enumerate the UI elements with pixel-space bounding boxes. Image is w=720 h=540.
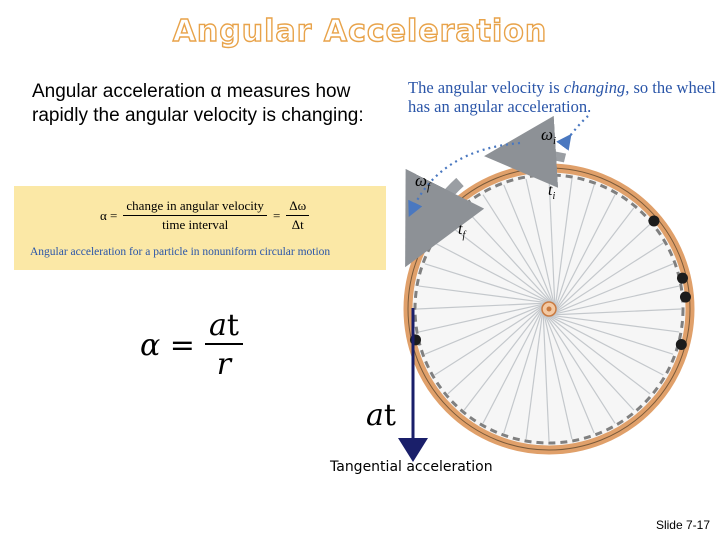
eq-denominator-symbol: Δt — [291, 217, 304, 232]
eq-lhs: α = — [100, 207, 118, 223]
tangential-acceleration-label: Tangential acceleration — [330, 459, 493, 475]
omega-i-label: $\omega_i$ — [541, 125, 557, 147]
tangential-acceleration-symbol: at — [366, 398, 396, 433]
intro-text: Angular acceleration α measures how rapidly the angular velocity is changing: — [32, 81, 364, 126]
formula-numerator-sub: t — [226, 308, 239, 343]
t-i-label: $t_i$ — [548, 182, 556, 202]
rim-marker-dot — [677, 273, 688, 284]
rim-marker-dot — [454, 200, 465, 211]
equation-caption: Angular acceleration for a particle in nonuniform circular motion — [30, 246, 331, 258]
omega-i-arrow — [520, 154, 565, 158]
eq-denominator-words: time interval — [162, 217, 229, 232]
eq-numerator-words: change in angular velocity — [123, 198, 267, 216]
eq-numerator-symbol: Δω — [286, 198, 309, 216]
rim-marker-dot — [680, 292, 691, 303]
omega-i-pointer-arrow — [567, 116, 588, 140]
formula-denominator: r — [216, 347, 232, 382]
rim-marker-dot — [648, 215, 659, 226]
formula-numerator: at — [205, 308, 243, 345]
wheel-axle — [547, 307, 552, 312]
rim-marker-dot — [536, 167, 547, 178]
slide-number: Slide 7-17 — [655, 518, 710, 532]
t-f-label: $t_f$ — [458, 221, 466, 241]
omega-f-label: $\omega_f$ — [415, 171, 431, 193]
figure-caption: The angular velocity is changing, so the wheel has an angular acceleration. — [408, 78, 716, 116]
rim-marker-dot — [676, 339, 687, 350]
formula-lhs: α = — [140, 327, 195, 363]
slide-title: Angular Acceleration — [172, 14, 548, 49]
eq-equals: = — [272, 207, 281, 223]
